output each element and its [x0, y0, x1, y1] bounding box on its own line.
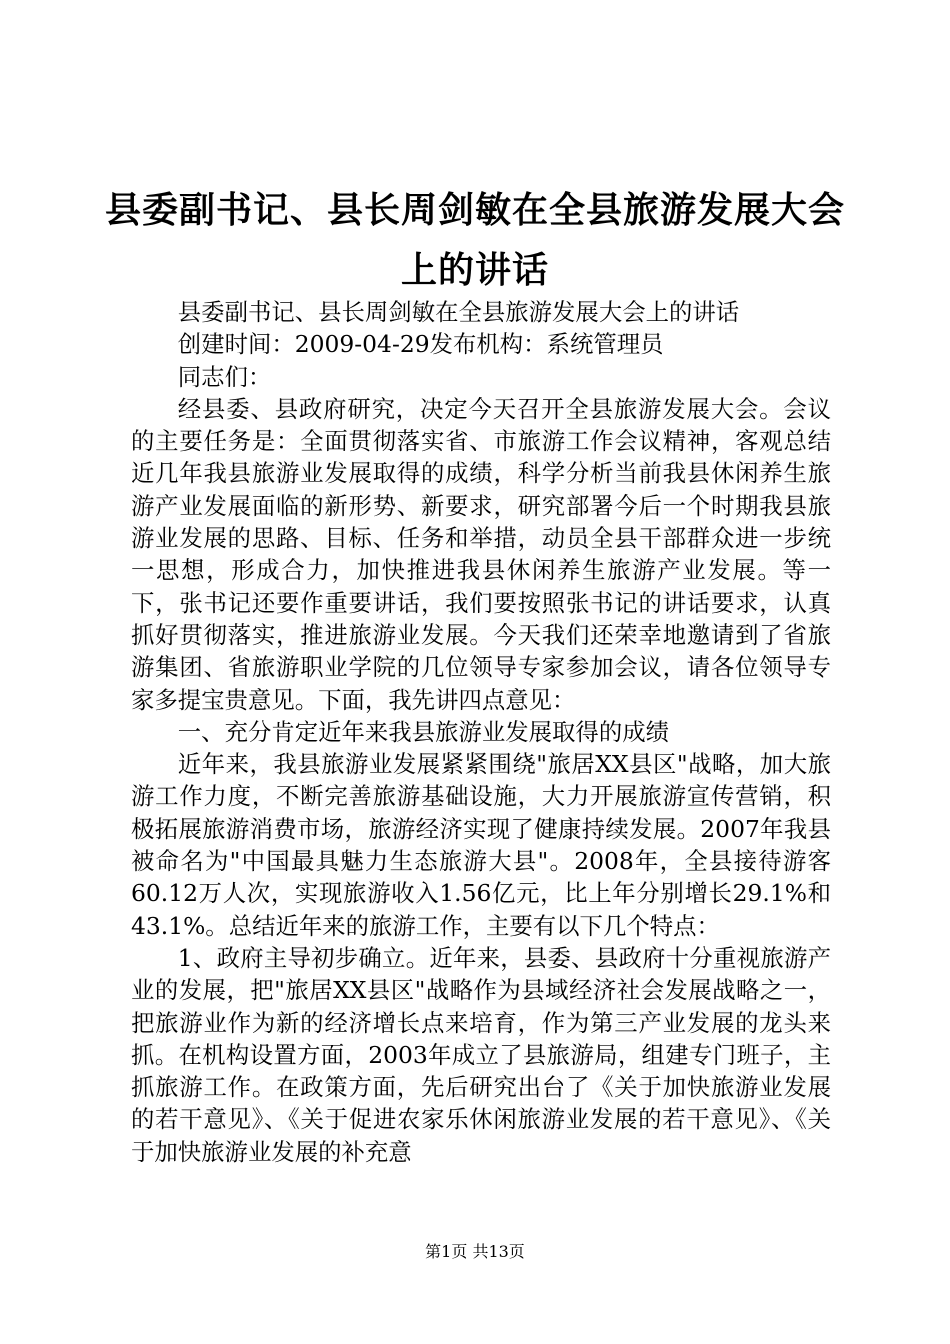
document-title-line-1: 县委副书记、县长周剑敏在全县旅游发展大会	[104, 189, 845, 231]
salutation-paragraph: 同志们：	[177, 362, 272, 391]
section-heading: 一、充分肯定近年来我县旅游业发展取得的成绩	[177, 717, 669, 746]
subtitle-paragraph: 县委副书记、县长周剑敏在全县旅游发展大会上的讲话	[177, 298, 740, 326]
page-footer: 第1页 共13页	[425, 1242, 525, 1261]
document-body	[131, 296, 831, 1168]
meta-paragraph: 创建时间：2009-04-29发布机构：系统管理员	[177, 330, 664, 359]
body-paragraph: 近年来，我县旅游业发展紧紧围绕"旅居XX县区"战略，加大旅游工作力度，不断完善旅游基础设施，大力开展旅游宣传营销，积极拓展旅游消费市场，旅游经济实现了健康持续发展。2007年我县被命名为"中国最具魅力生态旅游大县"。2008年，全县接待游客60.12万人次，实现旅游收入1.56亿元，比上年分别增长29.1%和43.1%。总结近年来的旅游工作，主要有以下几个特点：	[131, 750, 831, 940]
intro-paragraph: 经县委、县政府研究，决定今天召开全县旅游发展大会。会议的主要任务是：全面贯彻落实省、市旅游工作会议精神，客观总结近几年我县旅游业发展取得的成绩，科学分析当前我县休闲养生旅游产业发展面临的新形势、新要求，研究部署今后一个时期我县旅游业发展的思路、目标、任务和举措，动员全县干部群众进一步统一思想，形成合力，加快推进我县休闲养生旅游产业发展。等一下，张书记还要作重要讲话，我们要按照张书记的讲话要求，认真抓好贯彻落实，推进旅游业发展。今天我们还荣幸地邀请到了省旅游集团、省旅游职业学院的几位领导专家参加会议，请各位领导专家多提宝贵意见。下面，我先讲四点意见：	[131, 394, 831, 714]
body-paragraph: 1、政府主导初步确立。近年来，县委、县政府十分重视旅游产业的发展，把"旅居XX县区"战略作为县域经济社会发展战略之一，把旅游业作为新的经济增长点来培育，作为第三产业发展的龙头来抓。在机构设置方面，2003年成立了县旅游局，组建专门班子，主抓旅游工作。在政策方面，先后研究出台了《关于加快旅游业发展的若干意见》、《关于促进农家乐休闲旅游业发展的若干意见》、《关于加快旅游业发展的补充意	[131, 943, 831, 1166]
document-title-line-2: 上的讲话	[400, 249, 549, 291]
